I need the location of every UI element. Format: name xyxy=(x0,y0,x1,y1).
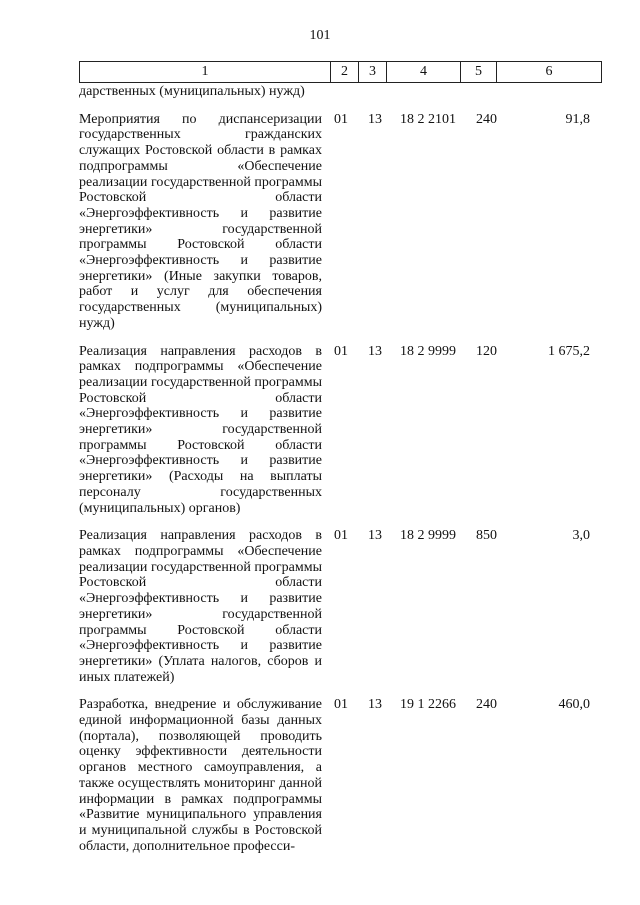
table-row xyxy=(79,697,609,854)
header-col-5: 5 xyxy=(461,62,497,83)
header-col-4: 4 xyxy=(387,62,461,83)
table-row xyxy=(79,112,609,332)
row-subsection xyxy=(362,84,394,100)
table-header xyxy=(79,61,602,83)
row-expense-type xyxy=(476,84,506,100)
row-target-article: 18 2 9999 xyxy=(400,528,456,544)
row-amount: 1 675,2 xyxy=(548,343,590,359)
header-col-2: 2 xyxy=(331,62,359,83)
row-section: 01 xyxy=(334,528,348,544)
row-description: Мероприятия по диспансеризации государственных гражданских служащих Ростовской области в рамках подпрограммы «Обеспечение реализации государственной программы Ростовской области «Энергоэффективность и развитие энергетики» государственной программы Ростовской области «Энергоэффективность и развитие энергетики» (Иные закупки товаров, работ и услуг для обеспечения государственных (муниципальных) нужд) xyxy=(79,111,322,331)
row-target-article xyxy=(394,84,476,100)
header-col-1: 1 xyxy=(80,62,331,83)
row-expense-type: 240 xyxy=(476,111,497,127)
row-amount xyxy=(506,84,590,100)
table-row xyxy=(79,528,609,685)
header-col-3: 3 xyxy=(359,62,387,83)
row-subsection: 13 xyxy=(368,528,382,544)
row-expense-type: 240 xyxy=(476,697,497,713)
table-row xyxy=(79,84,609,100)
row-section: 01 xyxy=(334,111,348,127)
row-section: 01 xyxy=(334,343,348,359)
row-subsection: 13 xyxy=(368,697,382,713)
row-description: Разработка, внедрение и обслуживание единой информационной базы данных (портала), позволяющей проводить оценку эффективности деятельности органов местного самоуправления, а также осуществлять мониторинг данной информации в рамках подпрограммы «Развитие муниципального управления и муниципальной службы в Ростовской области, дополнительное професси- xyxy=(79,697,322,854)
row-expense-type: 120 xyxy=(476,343,497,359)
header-col-6: 6 xyxy=(497,62,602,83)
row-description: дарственных (муниципальных) нужд) xyxy=(79,84,305,99)
row-amount: 460,0 xyxy=(558,697,590,713)
table-body xyxy=(79,84,609,854)
row-section: 01 xyxy=(334,697,348,713)
row-description: Реализация направления расходов в рамках подпрограммы «Обеспечение реализации государственной программы Ростовской области «Энергоэффективность и развитие энергетики» государственной программы Ростовской области «Энергоэффективность и развитие энергетики» (Уплата налогов, сборов и иных платежей) xyxy=(79,528,322,685)
row-description: Реализация направления расходов в рамках подпрограммы «Обеспечение реализации государственной программы Ростовской области «Энергоэффективность и развитие энергетики» государственной программы Ростовской области «Энергоэффективность и развитие энергетики» (Расходы на выплаты персоналу государственных (муниципальных) органов) xyxy=(79,343,322,516)
row-section xyxy=(330,84,362,100)
row-target-article: 18 2 9999 xyxy=(400,343,456,359)
row-target-article: 18 2 2101 xyxy=(400,111,456,127)
row-target-article: 19 1 2266 xyxy=(400,697,456,713)
row-amount: 3,0 xyxy=(572,528,590,544)
page-number: 101 xyxy=(309,28,331,43)
row-subsection: 13 xyxy=(368,111,382,127)
row-subsection: 13 xyxy=(368,343,382,359)
row-amount: 91,8 xyxy=(565,111,590,127)
table-row xyxy=(79,344,609,517)
row-expense-type: 850 xyxy=(476,528,497,544)
